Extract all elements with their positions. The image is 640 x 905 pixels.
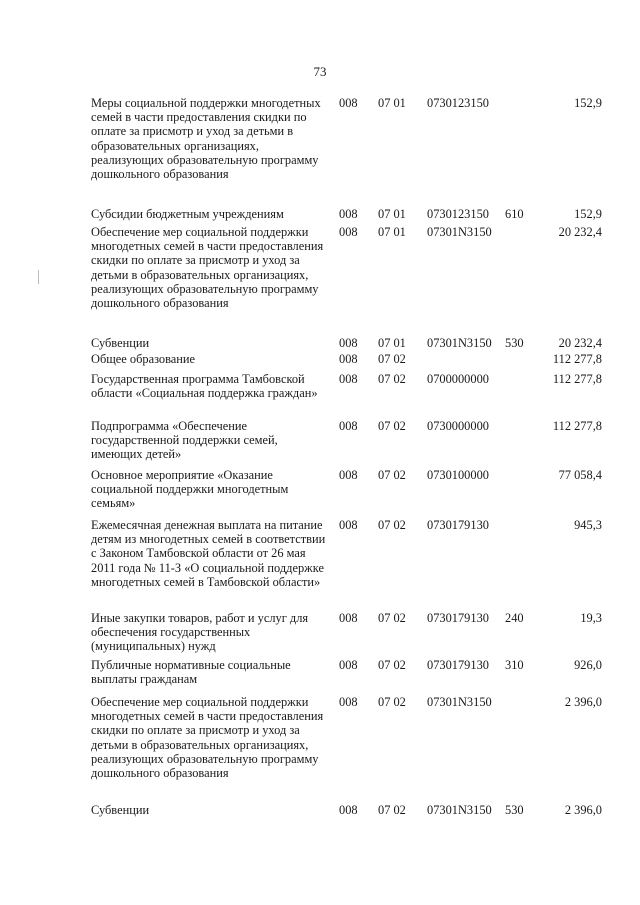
table-row <box>0 372 640 415</box>
row-amount: 152,9 <box>574 96 602 110</box>
row-section-code: 07 02 <box>378 518 406 532</box>
table-row <box>0 207 640 223</box>
row-section-code: 07 02 <box>378 695 406 709</box>
row-ved-code: 008 <box>339 207 358 221</box>
table-row <box>0 96 640 196</box>
row-section-code: 07 01 <box>378 336 406 350</box>
row-name: Субсидии бюджетным учреждениям <box>91 207 284 221</box>
row-name: Публичные нормативные социальные выплаты гражданам <box>91 658 291 687</box>
row-section-code: 07 01 <box>378 96 406 110</box>
row-section-code: 07 02 <box>378 658 406 672</box>
row-name: Подпрограмма «Обеспечение государственной поддержки семей, имеющих детей» <box>91 419 278 462</box>
row-ved-code: 008 <box>339 372 358 386</box>
row-section-code: 07 02 <box>378 803 406 817</box>
row-section-code: 07 02 <box>378 611 406 625</box>
row-expense-type-code: 530 <box>505 803 524 817</box>
row-target-article-code: 0700000000 <box>427 372 489 386</box>
row-name: Обеспечение мер социальной поддержки многодетных семей в части предоставления скидки по оплате за присмотр и уход за детьми в образовательных организациях, реализующих образовательную программу дошкольного образования <box>91 225 324 311</box>
row-target-article-code: 0730123150 <box>427 207 489 221</box>
row-section-code: 07 01 <box>378 207 406 221</box>
row-name: Обеспечение мер социальной поддержки многодетных семей в части предоставления скидки по оплате за присмотр и уход за детьми в образовательных организациях, реализующих образовательную программу дошкольного образования <box>91 695 324 781</box>
table-row <box>0 695 640 795</box>
row-ved-code: 008 <box>339 225 358 239</box>
row-amount: 2 396,0 <box>564 695 602 709</box>
page-number: 73 <box>313 64 327 79</box>
row-name: Ежемесячная денежная выплата на питание детям из многодетных семей в соответствии с Законом Тамбовской области от 26 мая 2011 года № 11-З «О социальной поддержке многодетных семей в Тамбовской области» <box>91 518 326 589</box>
row-name: Субвенции <box>91 336 150 350</box>
row-ved-code: 008 <box>339 336 358 350</box>
row-expense-type-code: 610 <box>505 207 524 221</box>
row-ved-code: 008 <box>339 468 358 482</box>
row-name: Субвенции <box>91 803 150 817</box>
row-target-article-code: 0730000000 <box>427 419 489 433</box>
row-ved-code: 008 <box>339 611 358 625</box>
row-amount: 20 232,4 <box>558 225 602 239</box>
row-amount: 20 232,4 <box>558 336 602 350</box>
row-ved-code: 008 <box>339 658 358 672</box>
row-target-article-code: 07301N3150 <box>427 695 492 709</box>
row-expense-type-code: 310 <box>505 658 524 672</box>
row-amount: 19,3 <box>580 611 602 625</box>
row-target-article-code: 0730100000 <box>427 468 489 482</box>
row-section-code: 07 02 <box>378 352 406 366</box>
row-section-code: 07 02 <box>378 419 406 433</box>
row-target-article-code: 07301N3150 <box>427 803 492 817</box>
table-row <box>0 225 640 325</box>
row-amount: 112 277,8 <box>552 372 602 386</box>
row-name: Меры социальной поддержки многодетных семей в части предоставления скидки по оплате за присмотр и уход за детьми в образовательных организациях, реализующих образовательную программу дошкольного образования <box>91 96 321 182</box>
row-ved-code: 008 <box>339 695 358 709</box>
table-row <box>0 611 640 654</box>
row-name: Иные закупки товаров, работ и услуг для обеспечения государственных (муниципальных) нужд <box>91 611 309 654</box>
table-row <box>0 419 640 462</box>
row-ved-code: 008 <box>339 352 358 366</box>
row-section-code: 07 02 <box>378 372 406 386</box>
row-name: Общее образование <box>91 352 196 366</box>
table-row <box>0 468 640 511</box>
row-amount: 152,9 <box>574 207 602 221</box>
table-row <box>0 803 640 819</box>
row-section-code: 07 02 <box>378 468 406 482</box>
row-ved-code: 008 <box>339 96 358 110</box>
row-amount: 112 277,8 <box>552 419 602 433</box>
table-row <box>0 336 640 352</box>
table-row <box>0 352 640 368</box>
row-amount: 77 058,4 <box>558 468 602 482</box>
row-target-article-code: 0730179130 <box>427 658 489 672</box>
row-expense-type-code: 530 <box>505 336 524 350</box>
table-row <box>0 518 640 604</box>
row-expense-type-code: 240 <box>505 611 524 625</box>
row-amount: 2 396,0 <box>564 803 602 817</box>
row-amount: 112 277,8 <box>552 352 602 366</box>
row-ved-code: 008 <box>339 419 358 433</box>
row-ved-code: 008 <box>339 518 358 532</box>
row-ved-code: 008 <box>339 803 358 817</box>
row-name: Государственная программа Тамбовской области «Социальная поддержка граждан» <box>91 372 318 401</box>
row-name: Основное мероприятие «Оказание социальной поддержки многодетным семьям» <box>91 468 289 511</box>
row-amount: 945,3 <box>574 518 602 532</box>
row-target-article-code: 0730123150 <box>427 96 489 110</box>
table-row <box>0 658 640 687</box>
row-amount: 926,0 <box>574 658 602 672</box>
row-target-article-code: 0730179130 <box>427 611 489 625</box>
row-section-code: 07 01 <box>378 225 406 239</box>
row-target-article-code: 07301N3150 <box>427 225 492 239</box>
row-target-article-code: 0730179130 <box>427 518 489 532</box>
row-target-article-code: 07301N3150 <box>427 336 492 350</box>
